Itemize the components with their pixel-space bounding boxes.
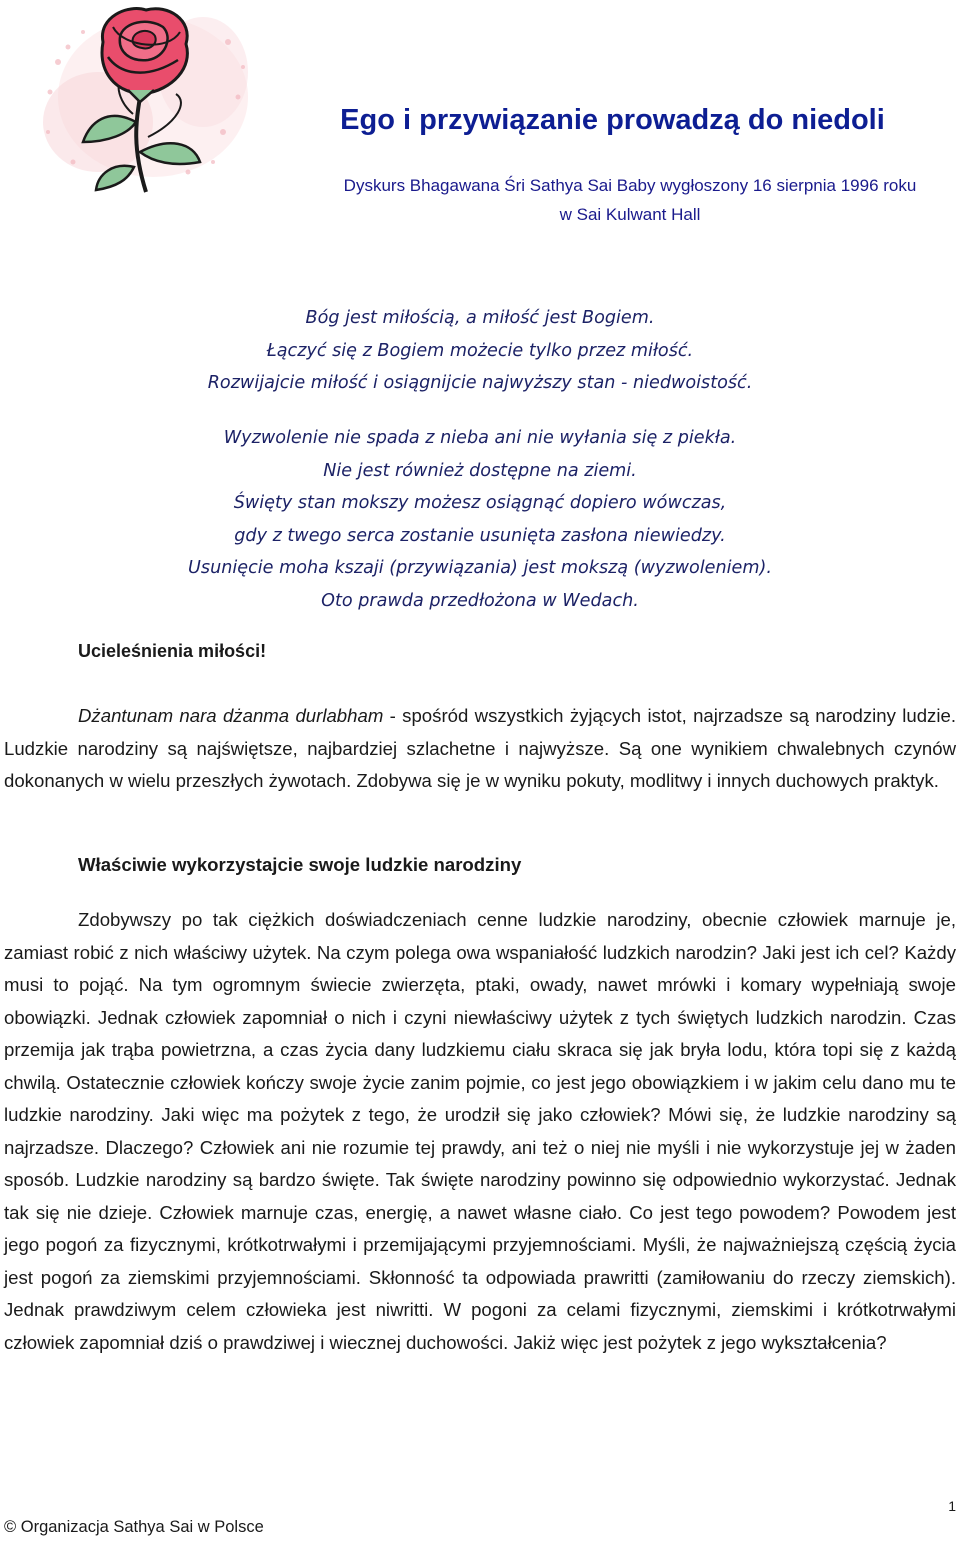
- footer-copyright: © Organizacja Sathya Sai w Polsce: [4, 1518, 264, 1536]
- paragraph-2: Zdobywszy po tak ciężkich doświadczeniach cenne ludzkie narodziny, obecnie człowiek marnuje je, zamiast robić z nich właściwy użytek. Na czym polega owa wspaniałość ludzkich narodzin? Jaki jest ich cel? Każdy musi to pojąć. Na tym ogromnym świecie zwierzęta, ptaki, owady, nawet mrówki i komary wypełniają swoje obowiązki. Jednak człowiek zapomniał o nich i czyni niewłaściwy użytek z tych świętych ludzkich narodzin. Czas przemija jak trąba powietrzna, a czas życia dany ludzkiemu ciału skraca się jak bryła lodu, która topi się z każdą chwilą. Ostatecznie człowiek kończy swoje życie zanim pojmie, co jest jego obowiązkiem i w jakim celu dano mu te ludzkie narodziny. Jaki więc ma pożytek z tego, że urodził się jako człowiek? Mówi się, że ludzkie narodziny są najrzadsze. Dlaczego? Człowiek ani nie rozumie tej prawdy, ani też o niej nie myśli i nie wykorzystuje jej w żaden sposób. Ludzkie narodziny są bardzo święte. Tak święte narodziny powinno się odpowiednio wykorzystać. Jednak tak się nie dzieje. Człowiek marnuje czas, energię, a nawet własne ciało. Co jest tego powodem? Powodem jest jego pogoń za fizycznymi, krótkotrwałymi i przemijającymi przyjemnościami. Myśli, że najważniejszą częścią życia jest pogoń za ziemskimi przyjemnościami. Skłonność ta odpowiada prawritti (zamiłowaniu do rzeczy ziemskich). Jednak prawdziwym celem człowieka jest niwritti. W pogoni za celami fizycznymi, ziemskimi i krótkotrwałymi człowiek zapomniał dziś o prawdziwej i wiecznej duchowości. Jakiż więc jest pożytek z jego wykształcenia?: [4, 909, 956, 1353]
- address-line: Ucieleśnienia miłości!: [78, 641, 267, 661]
- poem-line: Usunięcie moha kszaji (przywiązania) jest mokszą (wyzwoleniem).: [188, 558, 772, 578]
- poem-stanza-1: [0, 302, 960, 400]
- poem-line: Oto prawda przedłożona w Wedach.: [321, 590, 639, 611]
- document-title: Ego i przywiązanie prowadzą do niedoli: [340, 104, 885, 136]
- sanskrit-phrase: Dżantunam nara dżanma durlabham: [78, 705, 384, 726]
- subtitle-line-2: w Sai Kulwant Hall: [559, 205, 701, 224]
- page-number: 1: [948, 1498, 956, 1514]
- rose-logo: [28, 2, 253, 197]
- subtitle-line-1: Dyskurs Bhagawana Śri Sathya Sai Baby wygłoszony 16 sierpnia 1996 roku: [343, 176, 917, 195]
- poem-line: Nie jest również dostępne na ziemi.: [323, 460, 637, 481]
- paragraph-1-text: - spośród wszystkich żyjących istot, najrzadsze są narodziny ludzie. Ludzkie narodziny są najświętsze, najbardziej szlachetne i najwyższe. Są one wynikiem chwalebnych czynów dokonanych w wielu przeszłych żywotach. Zdobywa się je w wyniku pokuty, modlitwy i innych duchowych praktyk.: [4, 705, 956, 791]
- section-heading: Właściwie wykorzystajcie swoje ludzkie narodziny: [78, 854, 522, 875]
- poem-line: Rozwijajcie miłość i osiągnijcie najwyższy stan - niedwoistość.: [207, 373, 753, 393]
- poem-line: Święty stan mokszy możesz osiągnąć dopiero wówczas,: [233, 493, 727, 513]
- poem-line: gdy z twego serca zostanie usunięta zasłona niewiedzy.: [234, 525, 726, 546]
- poem-stanza-2: [0, 422, 960, 617]
- paragraph-1: [4, 700, 956, 798]
- poem-line: Wyzwolenie nie spada z nieba ani nie wyłania się z piekła.: [223, 428, 737, 448]
- document-subtitle: [290, 171, 960, 229]
- poem-line: Bóg jest miłością, a miłość jest Bogiem.: [305, 308, 655, 328]
- poem-line: Łączyć się z Bogiem możecie tylko przez miłość.: [266, 340, 694, 361]
